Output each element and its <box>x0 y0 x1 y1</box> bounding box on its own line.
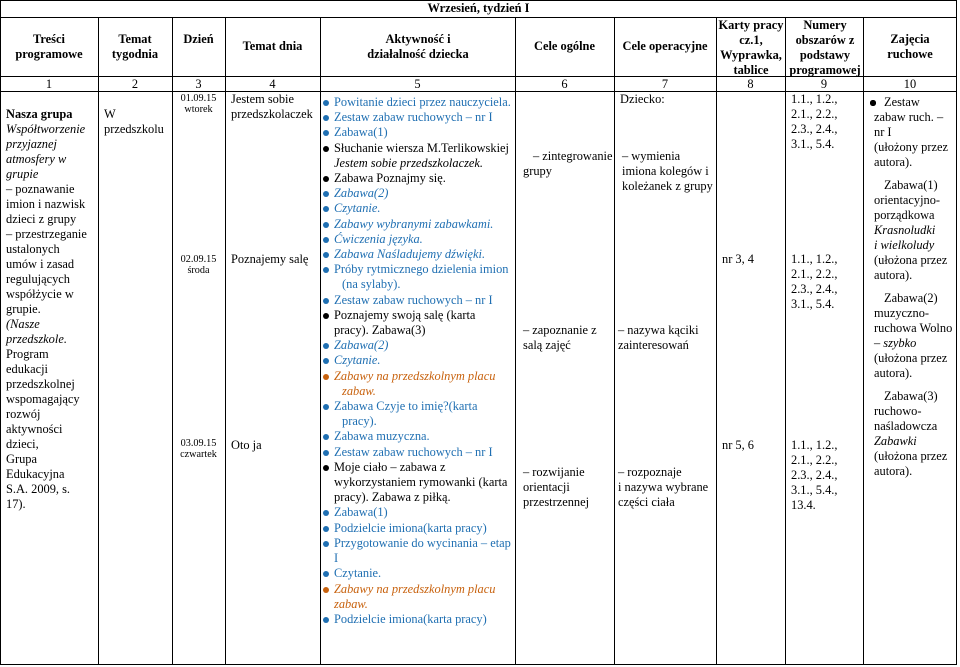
day-weekday: środa <box>187 265 210 276</box>
activity-item: Moje ciało – zabawa z <box>322 460 512 475</box>
temat-tygodnia: przedszkolu <box>104 122 164 136</box>
cele-operacyjne-head: Dziecko: <box>620 92 665 106</box>
zajecia-line: ruchowo- <box>874 404 922 418</box>
cele-operacyjne: imiona kolegów i <box>622 164 709 178</box>
numery-line: 2.1., 2.2., <box>791 267 838 281</box>
activity-item: Zabawa muzyczna. <box>322 429 512 444</box>
rule <box>225 17 226 665</box>
col-number: 9 <box>820 77 828 91</box>
tresci-line: – przestrzeganie <box>6 227 87 241</box>
numery-line: 3.1., 5.4. <box>791 137 835 151</box>
col-number: 8 <box>747 77 754 91</box>
activity-item: Zabawy wybranymi zabawkami. <box>322 217 512 232</box>
zajecia-cell <box>869 95 955 479</box>
numery-line: 2.1., 2.2., <box>791 453 838 467</box>
zajecia-line: ruchowa Wolno <box>874 321 953 335</box>
cele-ogolne: – zapoznanie z <box>523 323 597 338</box>
tresci-line: przyjaznej <box>6 137 57 151</box>
activity-item: Czytanie. <box>322 566 512 581</box>
day-date: 01.09.15 <box>180 93 217 104</box>
activity-item: wykorzystaniem rymowanki (karta <box>334 475 508 490</box>
header-cele-operacyjne: Cele operacyjne <box>622 39 708 53</box>
rule <box>716 17 717 665</box>
activity-item: Jestem sobie przedszkolaczek. <box>334 155 483 170</box>
zajecia-line: naśladowcza <box>874 419 938 433</box>
header-zajecia: Zajęcia ruchowe <box>887 32 933 61</box>
header-temat-dnia: Temat dnia <box>242 39 303 53</box>
cele-ogolne: – zintegrowanie <box>533 149 612 164</box>
table-title: Wrzesień, tydzień I <box>427 1 530 15</box>
tresci-line: S.A. 2009, s. <box>6 482 71 496</box>
day-weekday: czwartek <box>180 449 217 460</box>
cele-operacyjne: i nazywa wybrane <box>618 480 709 494</box>
zajecia-line: (ułożony przez <box>874 140 948 154</box>
karty-pracy: nr 3, 4 <box>722 252 755 266</box>
cele-ogolne: salą zajęć <box>523 338 571 352</box>
zajecia-line: Zabawa(3) <box>869 389 955 404</box>
col-number: 6 <box>561 77 568 91</box>
tresci-line: współżycie w <box>6 287 74 301</box>
numery-cell <box>791 252 837 312</box>
activity-item: Zestaw zabaw ruchowych – nr I <box>322 110 512 125</box>
header-cele-ogolne: Cele ogólne <box>534 39 595 53</box>
tresci-line: – poznawanie <box>6 182 75 196</box>
zajecia-line: Zabawa(1) <box>869 178 955 193</box>
activity-item: pracy). Zabawa z piłką. <box>334 490 451 505</box>
col-number: 5 <box>414 77 421 91</box>
temat-tygodnia: W <box>104 107 116 121</box>
header-tresci: Treści programowe <box>15 32 83 61</box>
numery-cell <box>791 92 837 152</box>
tresci-line: przedszkole. <box>6 332 67 346</box>
zajecia-line: Krasnoludki <box>874 223 936 237</box>
tresci-line: dzieci z grupy <box>6 212 77 226</box>
cele-ogolne: – rozwijanie <box>523 465 585 480</box>
col-number: 1 <box>45 77 53 91</box>
rule <box>515 17 516 665</box>
activity-item: Zabawa Czyje to imię?(karta <box>322 399 512 414</box>
tresci-line: Edukacyjna <box>6 467 65 481</box>
col-number: 10 <box>903 77 917 91</box>
activity-item: Zestaw zabaw ruchowych – nr I <box>322 445 512 460</box>
numery-line: 2.3., 2.4., <box>791 282 838 296</box>
tresci-line: atmosfery w <box>6 152 67 166</box>
tresci-line: ustalonych <box>6 242 60 256</box>
zajecia-line: Zabawa(2) <box>869 291 955 306</box>
zajecia-line: (ułożona przez <box>874 449 948 463</box>
col-number: 4 <box>269 77 276 91</box>
header-temat-tygodnia: Temat tygodnia <box>111 32 159 61</box>
activity-item: Zabawy na przedszkolnym placu <box>322 582 512 597</box>
activity-item: Zabawa Naśladujemy dźwięki. <box>322 247 512 262</box>
zajecia-line: zabaw ruch. – <box>874 110 944 124</box>
activity-item: Powitanie dzieci przez nauczyciela. <box>322 95 512 110</box>
temat-dnia: przedszkolaczek <box>231 107 313 121</box>
activity-item: Czytanie. <box>322 201 512 216</box>
activity-item: pracy). Zabawa(3) <box>334 323 426 338</box>
activity-item: Próby rytmicznego dzielenia imion <box>322 262 512 277</box>
tresci-line: Współtworzenie <box>6 122 86 136</box>
rule <box>98 17 99 665</box>
tresci-line: grupie <box>6 167 39 181</box>
activity-item: Poznajemy swoją salę (karta <box>322 308 512 323</box>
tresci-line: imion i nazwisk <box>6 197 86 211</box>
zajecia-line: nr I <box>874 125 892 139</box>
activity-item: Zabawa(1) <box>322 505 512 520</box>
cele-operacyjne: – nazywa kąciki <box>618 323 699 338</box>
activity-item: Zabawa(2) <box>322 186 512 201</box>
activity-item: Ćwiczenia języka. <box>322 232 512 247</box>
numery-line: 3.1., 5.4. <box>791 297 835 311</box>
col-number: 3 <box>195 77 202 91</box>
zajecia-line: Zabawki <box>874 434 917 448</box>
rule <box>320 17 321 665</box>
numery-line: 2.1., 2.2., <box>791 107 838 121</box>
col-number: 7 <box>661 77 669 91</box>
header-aktywnosc: Aktywność i działalność dziecka <box>367 32 469 61</box>
tresci-line: regulujących <box>6 272 70 286</box>
tresci-line: edukacji <box>6 362 48 376</box>
activity-item: (na sylaby). <box>342 277 401 292</box>
rule <box>785 17 786 665</box>
zajecia-line: autora). <box>874 366 913 380</box>
cele-operacyjne: koleżanek z grupy <box>622 179 713 193</box>
activity-item: pracy). <box>342 414 377 429</box>
tresci-line: dzieci, <box>6 437 39 451</box>
numery-line: 1.1., 1.2., <box>791 438 838 452</box>
col-number: 2 <box>131 77 139 91</box>
rule <box>863 17 864 665</box>
zajecia-line: autora). <box>874 268 913 282</box>
activity-item: Czytanie. <box>322 353 512 368</box>
numery-cell <box>791 438 837 513</box>
tresci-line: przedszkolnej <box>6 377 75 391</box>
numery-line: 1.1., 1.2., <box>791 252 838 266</box>
activity-item: Podzielcie imiona(karta pracy) <box>322 612 512 627</box>
cele-operacyjne: – wymienia <box>622 149 680 164</box>
header-karty: Karty pracy cz.1, Wyprawka, tablice <box>718 18 784 77</box>
zajecia-line: (ułożona przez <box>874 253 948 267</box>
activities-list <box>322 95 512 627</box>
cele-ogolne: orientacji <box>523 480 570 494</box>
zajecia-line: (ułożona przez <box>874 351 948 365</box>
cele-ogolne: przestrzennej <box>523 495 590 509</box>
tresci-line: (Nasze <box>6 317 40 331</box>
zajecia-line: i wielkoludy <box>874 238 935 252</box>
tresci-line: rozwój <box>6 407 41 421</box>
numery-line: 3.1., 5.4., <box>791 483 838 497</box>
tresci-cell <box>6 107 96 512</box>
tresci-line: Nasza grupa <box>6 107 73 121</box>
activity-item: Zabawa(2) <box>322 338 512 353</box>
zajecia-line: – szybko <box>874 336 917 350</box>
activity-item: Słuchanie wiersza M.Terlikowskiej <box>322 141 512 156</box>
tresci-line: 17). <box>6 497 26 511</box>
day-date: 03.09.15 <box>180 438 217 449</box>
activity-item: Zabawa Poznajmy się. <box>322 171 512 186</box>
tresci-line: aktywności <box>6 422 63 436</box>
karty-pracy: nr 5, 6 <box>722 438 755 452</box>
tresci-line: Grupa <box>6 452 37 466</box>
day-date: 02.09.15 <box>180 254 217 265</box>
header-dzien: Dzień <box>183 32 214 46</box>
activity-item: Zestaw zabaw ruchowych – nr I <box>322 293 512 308</box>
day-weekday: wtorek <box>184 104 213 115</box>
cele-operacyjne: części ciała <box>618 495 675 509</box>
zajecia-line: autora). <box>874 155 913 169</box>
tresci-line: wspomagający <box>6 392 80 406</box>
zajecia-line: Zestaw <box>869 95 955 110</box>
activity-item: Przygotowanie do wycinania – etap I <box>322 536 512 566</box>
cele-operacyjne: zainteresowań <box>618 338 689 352</box>
tresci-line: Program <box>6 347 49 361</box>
activity-item: zabaw. <box>342 383 376 398</box>
cele-operacyjne: – rozpoznaje <box>618 465 682 480</box>
rule <box>0 0 1 665</box>
temat-dnia: Oto ja <box>231 438 262 452</box>
zajecia-line: orientacyjno- <box>874 193 941 207</box>
header-numery: Numery obszarów z podstawy programowej <box>789 18 861 77</box>
temat-dnia: Poznajemy salę <box>231 252 309 266</box>
activity-item: Podzielcie imiona(karta pracy) <box>322 521 512 536</box>
numery-line: 2.3., 2.4., <box>791 468 838 482</box>
tresci-line: umów i zasad <box>6 257 75 271</box>
cele-ogolne: grupy <box>523 164 552 178</box>
zajecia-line: porządkowa <box>874 208 935 222</box>
activity-item: zabaw. <box>334 596 368 611</box>
tresci-line: grupie. <box>6 302 41 316</box>
activity-item: Zabawy na przedszkolnym placu <box>322 369 512 384</box>
numery-line: 13.4. <box>791 498 816 512</box>
rule <box>614 17 615 665</box>
zajecia-line: muzyczno- <box>874 306 930 320</box>
zajecia-line: autora). <box>874 464 913 478</box>
numery-line: 2.3., 2.4., <box>791 122 838 136</box>
numery-line: 1.1., 1.2., <box>791 92 838 106</box>
temat-dnia: Jestem sobie <box>231 92 294 106</box>
activity-item: Zabawa(1) <box>322 125 512 140</box>
